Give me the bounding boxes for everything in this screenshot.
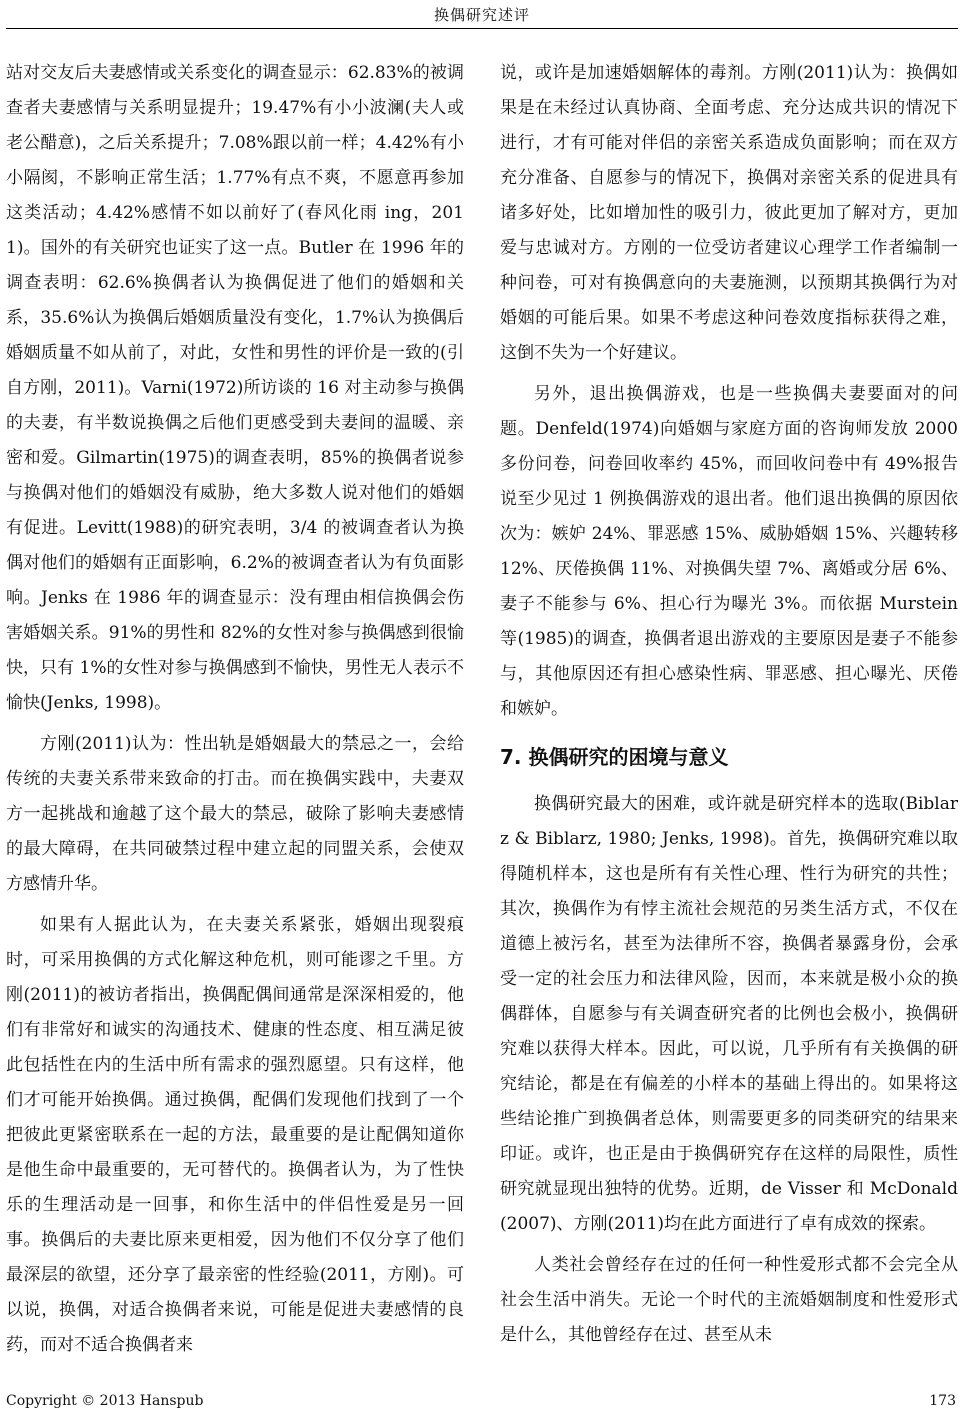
running-title: 换偶研究述评 [433, 6, 530, 24]
body-paragraph: 人类社会曾经存在过的任何一种性爱形式都不会完全从社会生活中消失。无论一个时代的主流婚姻制度和性爱形式是什么，其他曾经存在过、甚至从未 [500, 1255, 958, 1345]
header-rule [6, 28, 958, 29]
body-paragraph: 换偶研究最大的困难，或许就是研究样本的选取(Biblarz & Biblarz, 1980; Jenks, 1998)。首先，换偶研究难以取得随机样本，这也是所有有关性心理、性行为研究的共性；其次，换偶作为有悖主流社会规范的另类生活方式，不仅在道德上被污名，甚至为法律所不容，换偶者暴露身份，会承受一定的社会压力和法律风险，因而，本来就是极小众的换偶群体，自愿参与有关调查研究者的比例也会极小，换偶研究难以获得大样本。因此，可以说，几乎所有有关换偶的研究结论，都是在有偏差的小样本的基础上得出的。如果将这些结论推广到换偶者总体，则需要更多的同类研究的结果来印证。或许，也正是由于换偶研究存在这样的局限性，质性研究就显现出独特的优势。近期，de Visser 和 McDonald(2007)、方刚(2011)均在此方面进行了卓有成效的探索。 [500, 794, 958, 1234]
body-paragraph: 另外，退出换偶游戏，也是一些换偶夫妻要面对的问题。Denfeld(1974)向婚姻与家庭方面的咨询师发放 2000 多份问卷，问卷回收率约 45%，而回收问卷中有 49%报告说至少见过 1 例换偶游戏的退出者。他们退出换偶的原因依次为：嫉妒 24%、罪恶感 15%、威胁婚姻 15%、兴趣转移 12%、厌倦换偶 11%、对换偶失望 7%、离婚或分居 6%、妻子不能参与 6%、担心行为曝光 3%。而依据 Murstein 等(1985)的调查，换偶者退出游戏的主要原因是妻子不能参与，其他原因还有担心感染性病、罪恶感、担心曝光、厌倦和嫉妒。 [500, 384, 958, 719]
body-paragraph: 方刚(2011)认为：性出轨是婚姻最大的禁忌之一，会给传统的夫妻关系带来致命的打击。而在换偶实践中，夫妻双方一起挑战和逾越了这个最大的禁忌，破除了影响夫妻感情的最大障碍，在共同破禁过程中建立起的同盟关系，会使双方感情升华。 [6, 734, 464, 894]
body-paragraph: 说，或许是加速婚姻解体的毒剂。方刚(2011)认为：换偶如果是在未经过认真协商、全面考虑、充分达成共识的情况下进行，才有可能对伴侣的亲密关系造成负面影响；而在双方充分准备、自愿参与的情况下，换偶对亲密关系的促进具有诸多好处，比如增加性的吸引力，彼此更加了解对方，更加爱与忠诚对方。方刚的一位受访者建议心理学工作者编制一种问卷，可对有换偶意向的夫妻施测，以预期其换偶行为对婚姻的可能后果。如果不考虑这种问卷效度指标获得之难，这倒不失为一个好建议。 [500, 63, 958, 363]
footer-copyright: Copyright © 2013 Hanspub [6, 1393, 204, 1409]
page-number: 173 [929, 1393, 956, 1409]
left-column [6, 56, 464, 1363]
section-heading: 7. 换偶研究的困境与意义 [500, 745, 729, 769]
body-paragraph: 站对交友后夫妻感情或关系变化的调查显示：62.83%的被调查者夫妻感情与关系明显提升；19.47%有小小波澜(夫人或老公醋意)，之后关系提升；7.08%跟以前一样；4.42%有小小隔阂，不影响正常生活；1.77%有点不爽，不愿意再参加这类活动；4.42%感情不如以前好了(春风化雨 ing，2011)。国外的有关研究也证实了这一点。Butler 在 1996 年的调查表明：62.6%换偶者认为换偶促进了他们的婚姻和关系，35.6%认为换偶后婚姻质量没有变化，1.7%认为换偶后婚姻质量不如从前了，对此，女性和男性的评价是一致的(引自方刚，2011)。Varni(1972)所访谈的 16 对主动参与换偶的夫妻，有半数说换偶之后他们更感受到夫妻间的温暖、亲密和爱。Gilmartin(1975)的调查表明，85%的换偶者说参与换偶对他们的婚姻没有威胁，绝大多数人说对他们的婚姻有促进。Levitt(1988)的研究表明，3/4 的被调查者认为换偶对他们的婚姻有正面影响，6.2%的被调查者认为有负面影响。Jenks 在 1986 年的调查显示：没有理由相信换偶会伤害婚姻关系。91%的男性和 82%的女性对参与换偶感到很愉快，只有 1%的女性对参与换偶感到不愉快，男性无人表示不愉快(Jenks, 1998)。 [6, 63, 464, 713]
body-paragraph: 如果有人据此认为，在夫妻关系紧张，婚姻出现裂痕时，可采用换偶的方式化解这种危机，则可能谬之千里。方刚(2011)的被访者指出，换偶配偶间通常是深深相爱的，他们有非常好和诚实的沟通技术、健康的性态度、相互满足彼此包括性在内的生活中所有需求的强烈愿望。只有这样，他们才可能开始换偶。通过换偶，配偶们发现他们找到了一个把彼此更紧密联系在一起的方法，最重要的是让配偶知道你是他生命中最重要的，无可替代的。换偶者认为，为了性快乐的生理活动是一回事，和你生活中的伴侣性爱是另一回事。换偶后的夫妻比原来更相爱，因为他们不仅分享了他们最深层的欲望，还分享了最亲密的性经验(2011，方刚)。可以说，换偶，对适合换偶者来说，可能是促进夫妻感情的良药，而对不适合换偶者来 [6, 915, 464, 1355]
right-column [500, 56, 958, 1353]
